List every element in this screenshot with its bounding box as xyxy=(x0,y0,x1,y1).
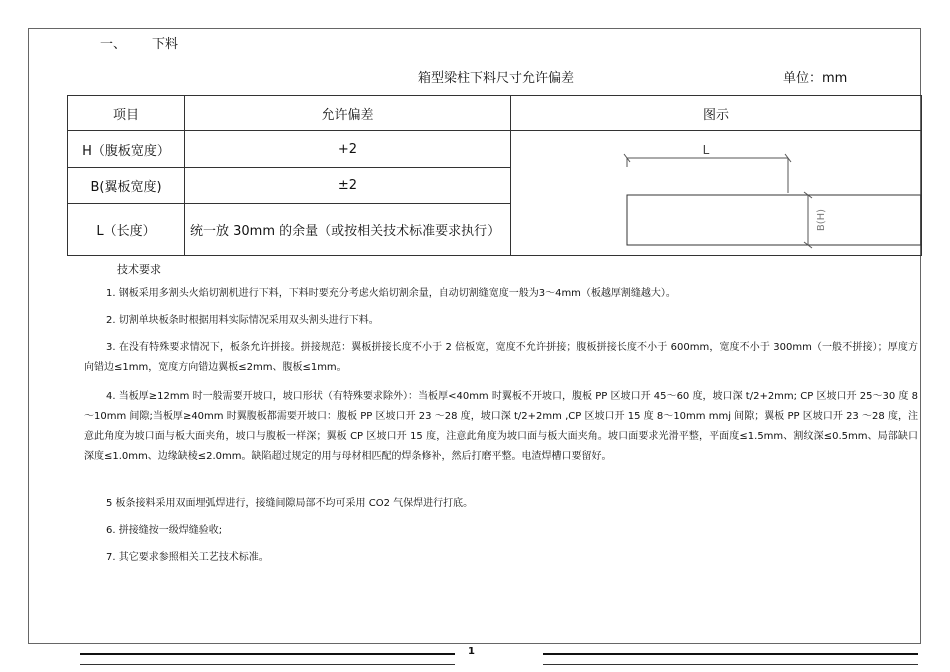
row-l-tolerance: 统一放 30mm 的余量（或按相关技术标准要求执行） xyxy=(185,204,511,256)
plate-rectangle xyxy=(627,195,921,245)
row-b-item: B(翼板宽度) xyxy=(68,167,185,203)
section-heading xyxy=(100,33,178,52)
requirement-item: 2. 切割单块板条时根据用料实际情况采用双头割头进行下料。 xyxy=(106,315,379,326)
footer-rule-left-thin xyxy=(80,664,455,665)
page-number: 1 xyxy=(468,646,475,657)
length-label: L xyxy=(702,143,710,158)
tolerance-table xyxy=(67,95,922,256)
requirement-item: 1. 钢板采用多割头火焰切割机进行下料，下料时要充分考虑火焰切割余量，自动切割缝宽度一般为3～4mm（板越厚割缝越大）。 xyxy=(106,288,676,299)
row-b-tolerance: ±2 xyxy=(185,167,511,203)
table-row xyxy=(68,131,922,167)
diagram-cell xyxy=(511,131,922,256)
table-title: 箱型梁柱下料尺寸允许偏差 xyxy=(418,71,575,86)
header-item: 项目 xyxy=(68,96,185,131)
section-number: 一、 xyxy=(100,37,127,52)
height-label: B(H) xyxy=(816,209,827,232)
row-l-item: L（长度） xyxy=(68,204,185,256)
requirement-item: 6. 拼接缝按一级焊缝验收; xyxy=(106,525,223,536)
requirement-item: 5 板条接料采用双面埋弧焊进行，接缝间隙局部不均可采用 CO2 气保焊进行打底。 xyxy=(106,498,474,509)
requirement-item: 3. 在没有特殊要求情况下，板条允许拼接。拼接规范：翼板拼接长度不小于 2 倍板宽，宽度不允许拼接；腹板拼接长度不小于 600mm，宽度不小于 300mm（一般不拼接）；厚度方向错边≤1mm，宽度方向错边翼板≤2mm、腹板≤1mm。 xyxy=(84,342,918,373)
header-tolerance: 允许偏差 xyxy=(185,96,511,131)
row-h-tolerance: +2 xyxy=(185,131,511,167)
section-title: 下料 xyxy=(152,37,179,52)
table-header-row xyxy=(68,96,922,131)
footer-rule-left xyxy=(80,653,455,655)
plate-diagram xyxy=(511,131,922,256)
requirement-item: 4. 当板厚≥12mm 时一般需要开坡口，坡口形状（有特殊要求除外）：当板厚<40mm 时翼板不开坡口，腹板 PP 区坡口开 45～60 度，坡口深 t/2+2mm; CP 区坡口开 25～30 度 8～10mm 间隙;当板厚≥40mm 时翼腹板都需要开坡口：腹板 PP 区坡口开 23 ～28 度，坡口深 t/2+2mm ,CP 区坡口开 15 度 8～10mm mmj 间隙；翼板 PP 区坡口开 23 ～28 度，注意此角度为坡口面与板大面夹角，坡口与腹板一样深；翼板 CP 区坡口开 15 度，注意此角度为坡口面与板大面夹角。坡口面要求光滑平整，平面度≤1.5mm、割纹深≤0.5mm、局部缺口深度≤1.0mm、边缘缺棱≤2.0mm。缺陷超过规定的用与母材相匹配的焊条修补，然后打磨平整。电渣焊槽口要留好。 xyxy=(84,391,918,462)
footer-rule-right-thin xyxy=(543,664,918,665)
row-h-item: H（腹板宽度） xyxy=(68,131,185,167)
requirements-title: 技术要求 xyxy=(117,263,161,276)
footer-rule-right xyxy=(543,653,918,655)
requirement-item: 7. 其它要求参照相关工艺技术标准。 xyxy=(106,552,269,563)
unit-label: 单位：mm xyxy=(783,71,848,86)
header-diagram: 图示 xyxy=(511,96,922,131)
